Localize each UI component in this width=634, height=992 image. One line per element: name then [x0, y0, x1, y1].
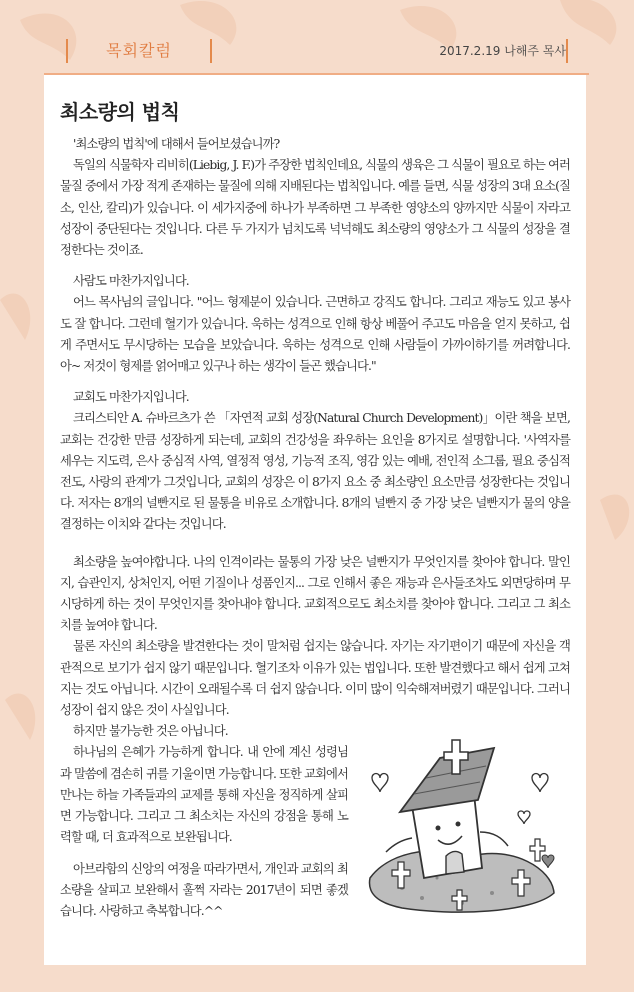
paragraph: 크리스티안 A. 슈바르츠가 쓴 「자연적 교회 성장(Natural Church Development)」이란 책을 보면, 교회는 건강한 만큼 성장하게 되는데, 교회의 건강성을 좌우하는 요인을 8가지로 설명합니다. '사역자를 세우는 지도력, 은사 중심적 사역, 열정적 영성, 기능적 조직, 영감 있는 예배, 전인적 소그룹, 필요 중심적 전도, 사랑의 관계'가 그것입니다, 교회의 성장은 이 8가지 요소 중 최소량인 요소만큼 성장한다는 것입니다. 저자는 8개의 널빤지로 된 물통을 비유로 소개합니다. 8개의 널빤지 중 가장 낮은 널빤지가 물의 양을 결정하는 이치와 같다는 것입니다.	[60, 411, 570, 532]
column-header	[0, 31, 634, 71]
paragraph: 물론 자신의 최소량을 발견한다는 것이 말처럼 쉽지는 않습니다. 자기는 자기편이기 때문에 자신을 객관적으로 보기가 쉽지 않기 때문입니다. 혈기조차 이유가 있는 법입니다. 또한 발견했다고 해서 쉽게 고쳐지는 것도 아닙니다. 시간이 오래될수록 더 쉽지 않습니다. 이미 많이 익숙해져버렸기 때문입니다. 그러니 성장이 쉽지 않은 것이 사실입니다.	[60, 639, 570, 718]
church-illustration	[362, 728, 562, 918]
date-author: 2017.2.19 나해주 목사	[439, 44, 566, 58]
paragraph: '최소량의 법칙'에 대해서 들어보셨습니까?	[73, 137, 280, 151]
paragraph: 어느 목사님의 글입니다. "어느 형제분이 있습니다. 근면하고 강직도 합니다. 그리고 재능도 있고 봉사도 잘 합니다. 그런데 혈기가 있습니다. 욱하는 성격으로 인해 항상 베풀어 주고도 마음을 얻지 못하고, 쉽게 주면서도 무시당하는 모습을 보았습니다. 욱하는 성격으로 인해 사람들이 가까이하기를 꺼려합니다. 아~ 저것이 형제를 얽어매고 있구나 하는 생각이 들곤 했습니다."	[60, 295, 570, 374]
article-title: 최소량의 법칙	[60, 100, 180, 124]
paragraph: 하나님의 은혜가 가능하게 합니다. 내 안에 계신 성령님과 말씀에 겸손히 귀를 기울이면 가능합니다. 또한 교회에서 만나는 하늘 가족들과의 교제를 통해 자신을 정직하게 살피면 가능합니다. 그리고 그 최소치는 자신의 강점을 통해 노력할 때, 더 효과적으로 보완됩니다.	[60, 745, 348, 845]
illustration-wrap-block	[60, 742, 348, 922]
paragraph: 사람도 마찬가지입니다.	[73, 274, 189, 289]
paragraph: 하지만 불가능한 것은 아닙니다.	[73, 724, 228, 739]
paragraph: 독일의 식물학자 리비히(Liebig, J. F.)가 주장한 법칙인데요, 식물의 생육은 그 식물이 필요로 하는 여러 물질 중에서 가장 적게 존재하는 물질에 의해 지배된다는 법칙입니다. 예를 들면, 식물 성장의 3대 요소(질소, 인산, 칼리)가 있습니다. 이 세가지중에 하나가 부족하면 그 부족한 영양소의 양까지만 식물이 자라고 성장이 중단된다는 것입니다. 다른 두 가지가 넘치도록 넉넉해도 최소량의 영양소가 그 식물의 성장을 결정한다는 것이죠.	[60, 158, 570, 258]
paragraph: 교회도 마찬가지입니다.	[73, 390, 189, 405]
header-divider	[566, 39, 568, 63]
column-label: 목회칼럼	[66, 39, 212, 63]
paragraph: 아브라함의 신앙의 여정을 따라가면서, 개인과 교회의 최소량을 살피고 보완해서 훌쩍 자라는 2017년이 되면 좋겠습니다. 사랑하고 축복합니다.^^	[60, 861, 348, 918]
paragraph: 최소량을 높여야합니다. 나의 인격이라는 물통의 가장 낮은 널빤지가 무엇인지를 찾아야 합니다. 말인지, 습관인지, 상처인지, 어떤 기질이나 성품인지... 그로 인해서 좋은 재능과 은사들조차도 외면당하며 무시당하게 하는 것이 무엇인지를 찾아내야 합니다. 교회적으로도 최소치를 찾아야 합니다. 그리고 그 최소치를 높여야 합니다.	[60, 554, 570, 633]
